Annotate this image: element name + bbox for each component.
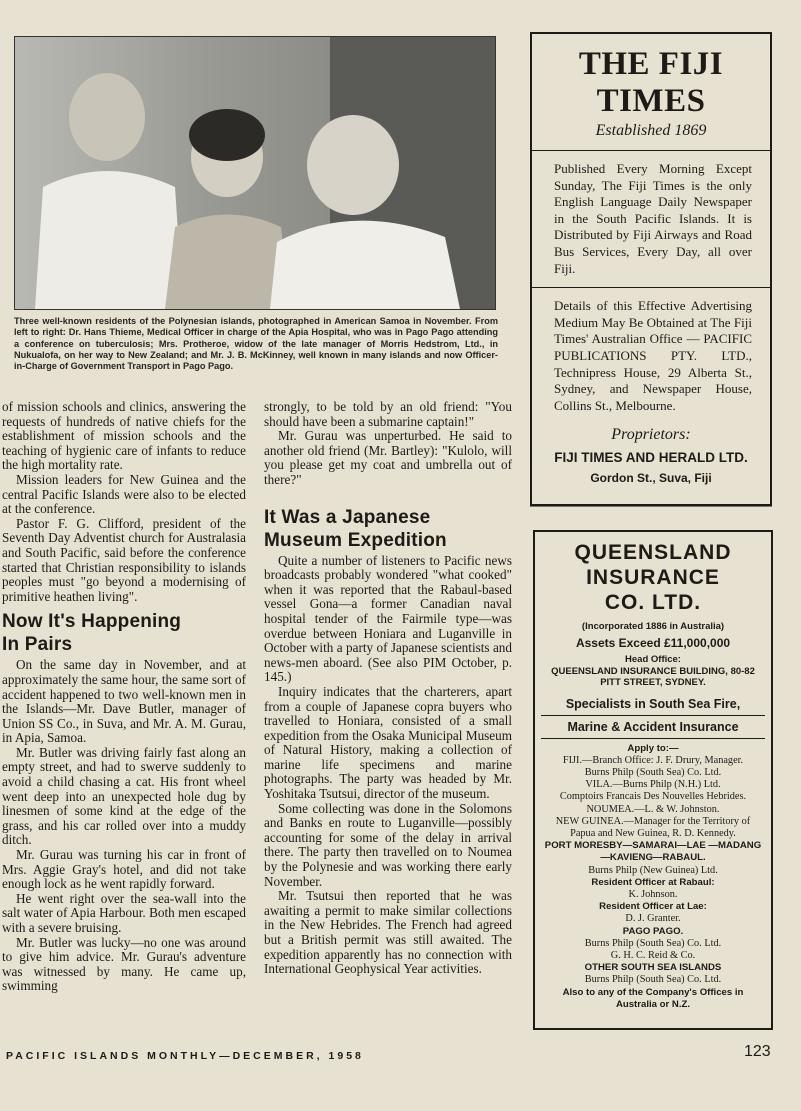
paragraph: Mr. Butler was driving fairly fast along an empty street, and had to swerve suddenly to avoid a child chasing a cat. His front wheel went deep into an unexpected hole dug by linesmen of some kind at the edge of the grass, and his car rolled over into a muddy ditch. xyxy=(2,744,246,848)
people-illustration xyxy=(15,37,495,309)
ad-company-name: QUEENSLAND INSURANCE CO. LTD. xyxy=(574,541,732,614)
queensland-insurance-advertisement xyxy=(533,530,773,1030)
section-heading: Now It's Happening In Pairs xyxy=(2,611,182,656)
paragraph: Quite a number of listeners to Pacific news broadcasts probably wondered "what cooked" when it was reported that the Rabaul-based vessel Gona—a former Canadian naval hospital tender of the Fairmile type—was overdue between Honiara and Luganville in October with a party of Japanese scientists and news-men aboard. (See also PIM October, p. 145.) xyxy=(264,552,512,685)
ad-head-address: QUEENSLAND INSURANCE BUILDING, 80-82 PITT STREET, SYDNEY. xyxy=(551,665,755,688)
paragraph: Mr. Gurau was unperturbed. He said to another old friend (Mr. Bartley): "Kulolo, will you please get my coat and umbrella out of there?" xyxy=(264,428,512,487)
ad-body: Details of this Effective Advertising Medium May Be Obtained at The Fiji Times' Australian Office — PACIFIC PUBLICATIONS PTY. LTD., Technipress House, 29 Alberta St., Sydney, and Newspaper House, Collins St., Melbourne. xyxy=(554,298,752,413)
ad-address: Gordon St., Suva, Fiji xyxy=(590,471,712,486)
masthead-footer: PACIFIC ISLANDS MONTHLY—DECEMBER, 1958 xyxy=(6,1050,364,1062)
section-heading: It Was a Japanese Museum Expedition xyxy=(264,506,447,551)
ad-body: Published Every Morning Except Sunday, The Fiji Times is the only English Language Daily Newspaper in the South Pacific Islands. It is Distributed by Fiji Airways and Road Bus Services, Every Day, all over Fiji. xyxy=(554,161,752,276)
paragraph: of mission schools and clinics, answering the requests of hundreds of native chiefs for the establishment of mission schools and the teaching of hygienic care of infants to reduce the high mortality rate. xyxy=(2,399,246,473)
paragraph: He went right over the sea-wall into the salt water of Apia Harbour. Both men escaped with a severe bruising. xyxy=(2,890,246,935)
paragraph: Some collecting was done in the Solomons and Banks en route to Luganville—possibly accounting for some of the delay in arrival there. The party then travelled on to Noumea by the Polynesie and was working there early November. xyxy=(264,800,512,889)
paragraph: strongly, to be told by an old friend: "You should have been a submarine captain!" xyxy=(264,399,512,429)
paragraph: Mr. Gurau was turning his car in front of Mrs. Aggie Gray's hotel, and did not take enough lock as he went rapidly forward. xyxy=(2,847,246,892)
fiji-times-advertisement xyxy=(530,32,772,506)
ad-owner: FIJI TIMES AND HERALD LTD. xyxy=(554,450,748,466)
ad-title: THE FIJI TIMES xyxy=(578,46,724,119)
page-number: 123 xyxy=(744,1043,771,1060)
paragraph: Pastor F. G. Clifford, president of the Seventh Day Adventist church for Australasia and South Pacific, said before the conference started that Christian responsibility to islands peoples must "go beyond a modernising of primitive heathen living". xyxy=(2,515,246,604)
ad-specialists: Marine & Accident Insurance xyxy=(567,719,739,734)
ad-agents-list: Apply to:— FIJI.—Branch Office: J. F. Drury, Manager. Burns Philp (South Sea) Co. Ltd. VILA.—Burns Philp (N.H.) Ltd. Comptoirs Francais Des Nouvelles Hebrides. NOUMEA.—L. & W. Johnston. NEW GUINEA.—Manager for the Territory of Papua and New Guinea, R. D. Kennedy. PORT MORESBY—SAMARAI—LAE —MADANG—KAVIENG—RABAUL. Burns Philp (New Guinea) Ltd. Resident Officer at Rabaul: K. Johnson. Resident Officer at Lae: D. J. Granter. PAGO PAGO. Burns Philp (South Sea) Co. Ltd. G. H. C. Reid & Co. OTHER SOUTH SEA ISLANDS Burns Philp (South Sea) Co. Ltd. Also to any of the Company's Offices in Australia or N.Z. xyxy=(544,742,762,1010)
article-column-1 xyxy=(2,400,246,994)
photo-caption: Three well-known residents of the Polynesian islands, photographed in American Samoa in November. From left to right: Dr. Hans Thieme, Medical Officer in charge of the Apia Hospital, who was in Pago Pago attending a conference on tuberculosis; Mrs. Protheroe, widow of the late manager of Morris Hedstrom, Ltd., in Nukualofa, on her way to New Zealand; and Mr. J. B. McKinney, well known in many islands and now Officer-in-Charge of Government Transport in Pago Pago. xyxy=(14,316,498,372)
paragraph: Mr. Tsutsui then reported that he was awaiting a permit to make similar collections in the New Hebrides. The French had agreed but a British permit was still awaited. The expedition apparently has no connection with International Geophysical Year activities. xyxy=(264,888,512,977)
divider xyxy=(530,506,772,507)
paragraph: Inquiry indicates that the charterers, apart from a couple of Japanese copra buyers who travelled to Honiara, consisted of a small expedition from the Osaka Municipal Museum of Natural History, making a collection of marine life specimens and marine photographs. The party was headed by Mr. Yoshitaka Tsutsui, director of the museum. xyxy=(264,683,512,802)
ad-established: Established 1869 xyxy=(595,122,707,139)
paragraph: On the same day in November, and at approximately the same hour, the same sort of accident happened to two well-known men in the Islands—Mr. Dave Butler, manager of Union SS Co., in Suva, and Mr. A. M. Gurau, in Apia, Samoa. xyxy=(2,657,246,746)
ad-proprietors-label: Proprietors: xyxy=(611,426,691,444)
ad-specialists: Specialists in South Sea Fire, xyxy=(565,696,741,711)
paragraph: Mr. Butler was lucky—no one was around to give him advice. Mr. Gurau's adventure was witnessed by many. He came up, swimming xyxy=(2,934,246,994)
ad-incorporated: (Incorporated 1886 in Australia) xyxy=(581,621,725,632)
ad-assets: Assets Exceed £11,000,000 xyxy=(575,636,731,650)
photo xyxy=(14,36,496,310)
article-column-2 xyxy=(264,400,512,977)
paragraph: Mission leaders for New Guinea and the central Pacific Islands were also to be elected at the conference. xyxy=(2,471,246,517)
ad-head-label: Head Office: xyxy=(625,654,681,665)
